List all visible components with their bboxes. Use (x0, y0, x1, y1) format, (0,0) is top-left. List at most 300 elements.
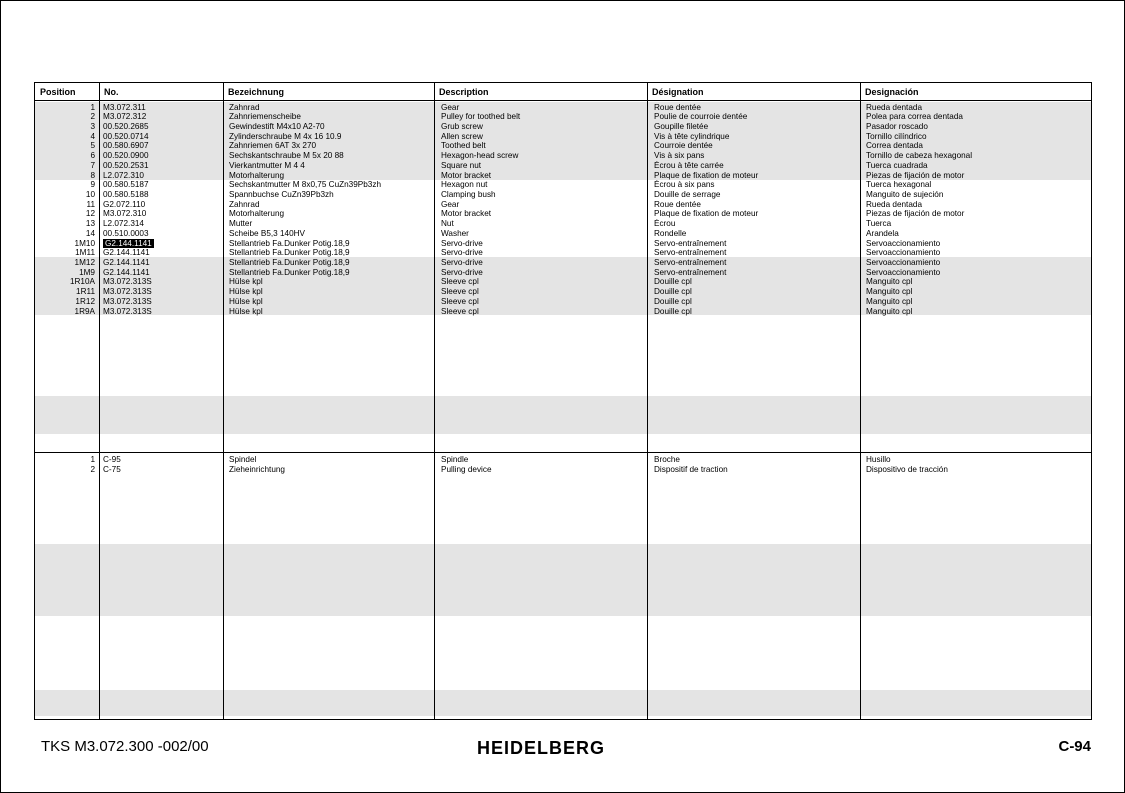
position-cell-text: 1R12 (75, 296, 95, 306)
bezeichnung-cell-text: Hülse kpl (229, 287, 263, 297)
description-cell-text: Servo-drive (441, 258, 483, 268)
designacion-cell (866, 122, 1088, 132)
part-number-cell (103, 229, 221, 239)
bezeichnung-cell (229, 209, 432, 219)
designation-cell-text: Écrou à six pans (654, 180, 715, 190)
designation-cell-text: Courroie dentée (654, 141, 713, 151)
designation-cell-text: Roue dentée (654, 102, 701, 112)
part-number-cell-text: 00.580.6907 (103, 141, 149, 151)
position-cell (35, 151, 95, 161)
designation-cell-text: Servo-entraînement (654, 267, 727, 277)
part-number-cell-text: M3.072.312 (103, 112, 147, 122)
designation-cell (654, 151, 858, 161)
designacion-cell-text: Manguito cpl (866, 287, 913, 297)
position-cell (35, 161, 95, 171)
designation-cell-text: Écrou à tête carrée (654, 160, 724, 170)
designacion-cell (866, 171, 1088, 181)
designacion-cell (866, 209, 1088, 219)
description-cell-text: Gear (441, 102, 460, 112)
table-row (35, 132, 1091, 142)
designation-cell-text: Servo-entraînement (654, 248, 727, 258)
position-cell-text: 1R9A (74, 306, 95, 316)
bezeichnung-cell-text: Hülse kpl (229, 296, 263, 306)
position-cell (35, 287, 95, 297)
part-number-cell-text: L2.072.310 (103, 170, 144, 180)
designation-cell (654, 122, 858, 132)
position-cell-text: 1R10A (69, 277, 95, 287)
part-number-cell-text: 00.520.2531 (103, 160, 149, 170)
table-row (35, 190, 1091, 200)
part-number-cell-text: G2.144.1141 (103, 267, 150, 277)
designation-cell-text: Vis à tête cylindrique (654, 131, 730, 141)
description-cell-text: Sleeve cpl (441, 296, 479, 306)
designacion-cell-text: Rueda dentada (866, 199, 922, 209)
description-cell-text: Sleeve cpl (441, 277, 479, 287)
part-number-cell (103, 141, 221, 151)
description-cell (441, 248, 645, 258)
position-cell (35, 132, 95, 142)
designation-cell (654, 132, 858, 142)
designation-cell (654, 141, 858, 151)
designation-cell (654, 171, 858, 181)
position-cell-text: 7 (90, 160, 95, 170)
position-cell (35, 122, 95, 132)
designation-cell (654, 209, 858, 219)
designation-cell-text: Dispositif de traction (654, 465, 728, 475)
description-cell-text: Pulley for toothed belt (441, 112, 521, 122)
document-id: TKS M3.072.300 -002/00 (41, 738, 209, 755)
designation-cell (654, 161, 858, 171)
position-cell (35, 200, 95, 210)
bezeichnung-cell-text: Zieheinrichtung (229, 465, 285, 475)
position-cell (35, 229, 95, 239)
designacion-cell (866, 141, 1088, 151)
description-cell-text: Square nut (441, 160, 482, 170)
description-cell (441, 171, 645, 181)
table-row (35, 209, 1091, 219)
description-cell (441, 141, 645, 151)
description-cell (441, 297, 645, 307)
designacion-cell-text: Servoaccionamiento (866, 258, 941, 268)
header-bezeichnung: Bezeichnung (228, 87, 285, 97)
description-cell (441, 465, 645, 475)
description-cell-text: Servo-drive (441, 238, 483, 248)
designation-cell (654, 200, 858, 210)
part-number-cell (103, 190, 221, 200)
description-cell-text: Toothed belt (441, 141, 486, 151)
description-cell (441, 258, 645, 268)
position-cell (35, 141, 95, 151)
position-cell-text: 1M9 (79, 267, 95, 277)
designacion-cell (866, 465, 1088, 475)
designation-cell (654, 190, 858, 200)
section-rule (35, 452, 1091, 453)
bezeichnung-cell-text: Stellantrieb Fa.Dunker Potig.18,9 (229, 258, 350, 268)
designation-cell (654, 239, 858, 249)
description-cell-text: Allen screw (441, 131, 483, 141)
designacion-cell-text: Polea para correa dentada (866, 112, 963, 122)
bezeichnung-cell-text: Motorhalterung (229, 209, 285, 219)
description-cell-text: Sleeve cpl (441, 287, 479, 297)
designation-cell-text: Vis à six pans (654, 151, 705, 161)
designation-cell-text: Douille cpl (654, 296, 692, 306)
part-number-cell-text: G2.144.1141 (103, 258, 150, 268)
description-cell (441, 209, 645, 219)
bezeichnung-cell-text: Zahnrad (229, 199, 260, 209)
designacion-cell (866, 277, 1088, 287)
position-cell-text: 11 (86, 199, 95, 209)
position-cell-text: 9 (90, 180, 95, 190)
bezeichnung-cell-text: Hülse kpl (229, 277, 263, 287)
designation-cell (654, 297, 858, 307)
position-cell-text: 5 (90, 141, 95, 151)
description-cell (441, 219, 645, 229)
part-number-cell (103, 132, 221, 142)
part-number-cell (103, 180, 221, 190)
position-cell (35, 190, 95, 200)
part-number-cell-text: M3.072.313S (103, 277, 152, 287)
description-cell (441, 307, 645, 317)
header-designation: Désignation (652, 87, 704, 97)
bezeichnung-cell (229, 219, 432, 229)
bezeichnung-cell (229, 307, 432, 317)
designacion-cell (866, 229, 1088, 239)
table-row (35, 200, 1091, 210)
description-cell-text: Motor bracket (441, 209, 492, 219)
designacion-cell-text: Servoaccionamiento (866, 267, 941, 277)
part-number-cell-text: 00.520.0900 (103, 151, 149, 161)
table-row (35, 161, 1091, 171)
description-cell (441, 180, 645, 190)
designacion-cell-text: Tuerca (866, 219, 892, 229)
part-number-cell (103, 307, 221, 317)
designation-cell (654, 103, 858, 113)
position-cell-text: 4 (90, 131, 95, 141)
table-row (35, 229, 1091, 239)
position-cell-text: 2 (90, 112, 95, 122)
designation-cell (654, 465, 858, 475)
description-cell-text: Nut (441, 219, 454, 229)
part-number-cell-text: M3.072.310 (103, 209, 147, 219)
description-cell-text: Gear (441, 199, 460, 209)
description-cell (441, 190, 645, 200)
bezeichnung-cell-text: Stellantrieb Fa.Dunker Potig.18,9 (229, 248, 350, 258)
designacion-cell-text: Pasador roscado (866, 121, 928, 131)
designacion-cell-text: Tornillo de cabeza hexagonal (866, 151, 973, 161)
bezeichnung-cell (229, 239, 432, 249)
position-cell (35, 209, 95, 219)
designation-cell (654, 455, 858, 465)
designacion-cell-text: Piezas de fijación de motor (866, 209, 965, 219)
table-row (35, 239, 1091, 249)
table-row (35, 277, 1091, 287)
position-cell-text: 1M10 (74, 238, 95, 248)
designacion-cell (866, 112, 1088, 122)
description-cell (441, 103, 645, 113)
part-number-cell (103, 161, 221, 171)
bezeichnung-cell (229, 141, 432, 151)
position-cell-text: 1 (90, 455, 95, 464)
part-number-cell (103, 151, 221, 161)
part-number-cell-text: G2.144.1141 (105, 238, 152, 248)
position-cell (35, 268, 95, 278)
bezeichnung-cell-text: Sechskantmutter M 8x0,75 CuZn39Pb3zh (229, 180, 382, 190)
position-cell-text: 10 (85, 189, 95, 199)
designacion-cell (866, 287, 1088, 297)
bezeichnung-cell (229, 200, 432, 210)
bezeichnung-cell-text: Zahnriemenscheibe (229, 112, 301, 122)
designation-cell-text: Douille cpl (654, 277, 692, 287)
bezeichnung-cell-text: Mutter (229, 219, 253, 229)
part-number-cell-text: M3.072.313S (103, 296, 152, 306)
designation-cell (654, 248, 858, 258)
table-row (35, 455, 1091, 465)
position-cell (35, 103, 95, 113)
designation-cell-text: Écrou (654, 219, 676, 229)
designation-cell-text: Douille cpl (654, 306, 692, 316)
bezeichnung-cell-text: Spannbuchse CuZn39Pb3zh (229, 189, 334, 199)
table-row (35, 103, 1091, 113)
part-number-cell (103, 200, 221, 210)
bezeichnung-cell-text: Stellantrieb Fa.Dunker Potig.18,9 (229, 238, 350, 248)
position-cell (35, 465, 95, 475)
bezeichnung-cell (229, 277, 432, 287)
designacion-cell (866, 132, 1088, 142)
description-cell (441, 112, 645, 122)
bezeichnung-cell (229, 171, 432, 181)
designacion-cell-text: Dispositivo de tracción (866, 465, 948, 475)
part-number-cell-text: 00.580.5188 (103, 189, 149, 199)
table-row (35, 180, 1091, 190)
description-cell (441, 200, 645, 210)
bezeichnung-cell (229, 229, 432, 239)
position-cell-text: 1R11 (76, 287, 95, 297)
designation-cell-text: Plaque de fixation de moteur (654, 209, 759, 219)
position-cell-text: 12 (85, 209, 95, 219)
designation-cell-text: Servo-entraînement (654, 258, 727, 268)
designacion-cell-text: Servoaccionamiento (866, 238, 941, 248)
designation-cell-text: Broche (654, 455, 680, 464)
description-cell-text: Hexagon nut (441, 180, 488, 190)
designation-cell-text: Douille de serrage (654, 189, 721, 199)
description-cell (441, 239, 645, 249)
designation-cell-text: Poulie de courroie dentée (654, 112, 748, 122)
bezeichnung-cell-text: Hülse kpl (229, 306, 263, 316)
header-position: Position (40, 87, 76, 97)
part-number-cell (103, 171, 221, 181)
description-cell-text: Sleeve cpl (441, 306, 479, 316)
description-cell-text: Servo-drive (441, 267, 483, 277)
designacion-cell-text: Correa dentada (866, 141, 923, 151)
table-row (35, 268, 1091, 278)
position-cell-text: 8 (90, 170, 95, 180)
part-number-cell-text: 00.520.2685 (103, 121, 149, 131)
part-number-cell-text: C-95 (103, 455, 121, 464)
position-cell-text: 1 (90, 102, 95, 112)
position-cell (35, 112, 95, 122)
designacion-cell-text: Manguito cpl (866, 296, 913, 306)
table-row (35, 219, 1091, 229)
designacion-cell (866, 103, 1088, 113)
bezeichnung-cell-text: Zahnriemen 6AT 3x 270 (229, 141, 317, 151)
description-cell (441, 277, 645, 287)
designation-cell-text: Rondelle (654, 228, 687, 238)
designation-cell-text: Plaque de fixation de moteur (654, 170, 759, 180)
table-row (35, 258, 1091, 268)
position-cell (35, 219, 95, 229)
part-number-cell (103, 277, 221, 287)
part-number-cell (103, 465, 221, 475)
part-number-cell-text: C-75 (103, 465, 121, 475)
part-number-cell (103, 103, 221, 113)
designacion-cell (866, 190, 1088, 200)
position-cell (35, 171, 95, 181)
position-cell-text: 3 (90, 121, 95, 131)
description-cell-text: Clamping bush (441, 189, 496, 199)
designacion-cell (866, 258, 1088, 268)
shade-band (35, 396, 1091, 434)
part-number-cell-text: G2.072.110 (103, 199, 146, 209)
description-cell (441, 132, 645, 142)
designation-cell (654, 277, 858, 287)
part-number-cell-text: M3.072.313S (103, 287, 152, 297)
part-number-cell (103, 248, 221, 258)
designacion-cell-text: Rueda dentada (866, 102, 922, 112)
part-number-cell (103, 287, 221, 297)
bezeichnung-cell-text: Vierkantmutter M 4 4 (229, 160, 305, 170)
position-cell-text: 1M12 (74, 258, 95, 268)
part-number-cell (103, 258, 221, 268)
part-number-cell-text: 00.520.0714 (103, 131, 149, 141)
position-cell (35, 297, 95, 307)
designation-cell (654, 268, 858, 278)
header-designacion: Designación (865, 87, 919, 97)
description-cell (441, 122, 645, 132)
bezeichnung-cell (229, 258, 432, 268)
position-cell (35, 239, 95, 249)
part-number-cell-text: M3.072.311 (103, 102, 146, 112)
part-number-cell-text: G2.144.1141 (103, 248, 150, 258)
table-row (35, 151, 1091, 161)
bezeichnung-cell-text: Motorhalterung (229, 170, 285, 180)
description-cell-text: Servo-drive (441, 248, 483, 258)
designacion-cell-text: Manguito de sujeción (866, 189, 944, 199)
description-cell (441, 229, 645, 239)
bezeichnung-cell-text: Sechskantschraube M 5x 20 88 (229, 151, 344, 161)
part-number-cell-text: L2.072.314 (103, 219, 144, 229)
part-number-cell (103, 297, 221, 307)
bezeichnung-cell (229, 151, 432, 161)
bezeichnung-cell (229, 248, 432, 258)
designation-cell (654, 219, 858, 229)
table-row (35, 141, 1091, 151)
parts-table (34, 82, 1092, 720)
designacion-cell-text: Arandela (866, 228, 899, 238)
part-number-cell-text: 00.580.5187 (103, 180, 149, 190)
designation-cell (654, 180, 858, 190)
description-cell (441, 268, 645, 278)
bezeichnung-cell (229, 465, 432, 475)
position-cell-text: 6 (90, 151, 95, 161)
description-cell-text: Hexagon-head screw (441, 151, 519, 161)
designacion-cell (866, 180, 1088, 190)
designation-cell-text: Douille cpl (654, 287, 692, 297)
designacion-cell-text: Tornillo cilíndrico (866, 131, 927, 141)
shade-band (35, 690, 1091, 716)
designacion-cell (866, 455, 1088, 465)
part-number-cell (103, 268, 221, 278)
header-description: Description (439, 87, 489, 97)
part-number-cell (103, 455, 221, 465)
designacion-cell-text: Piezas de fijación de motor (866, 170, 965, 180)
designacion-cell (866, 307, 1088, 317)
designacion-cell (866, 161, 1088, 171)
position-cell (35, 455, 95, 465)
designacion-cell (866, 219, 1088, 229)
bezeichnung-cell-text: Stellantrieb Fa.Dunker Potig.18,9 (229, 267, 350, 277)
position-cell (35, 277, 95, 287)
bezeichnung-cell (229, 455, 432, 465)
bezeichnung-cell-text: Scheibe B5,3 140HV (229, 228, 306, 238)
position-cell (35, 248, 95, 258)
bezeichnung-cell (229, 190, 432, 200)
designacion-cell (866, 268, 1088, 278)
description-cell (441, 151, 645, 161)
designacion-cell (866, 297, 1088, 307)
bezeichnung-cell (229, 112, 432, 122)
header-number: No. (104, 87, 119, 97)
part-number-cell (103, 219, 221, 229)
bezeichnung-cell-text: Zylinderschraube M 4x 16 10.9 (229, 131, 342, 141)
part-number-cell-text: 00.510.0003 (103, 228, 149, 238)
bezeichnung-cell-text: Spindel (229, 455, 257, 464)
designation-cell-text: Servo-entraînement (654, 238, 727, 248)
designation-cell (654, 307, 858, 317)
description-cell-text: Spindle (441, 455, 469, 464)
part-number-cell (103, 112, 221, 122)
designacion-cell (866, 200, 1088, 210)
designacion-cell-text: Manguito cpl (866, 277, 913, 287)
description-cell (441, 287, 645, 297)
designation-cell (654, 258, 858, 268)
table-row (35, 248, 1091, 258)
bezeichnung-cell (229, 103, 432, 113)
bezeichnung-cell (229, 287, 432, 297)
bezeichnung-cell (229, 122, 432, 132)
position-cell-text: 14 (85, 228, 95, 238)
position-cell (35, 307, 95, 317)
description-cell-text: Washer (441, 228, 469, 238)
bezeichnung-cell-text: Gewindestift M4x10 A2-70 (229, 121, 325, 131)
bezeichnung-cell-text: Zahnrad (229, 102, 260, 112)
part-number-cell (103, 122, 221, 132)
heidelberg-logo: HEIDELBERG (477, 738, 606, 758)
designacion-cell-text: Tuerca cuadrada (866, 160, 928, 170)
designation-cell-text: Roue dentée (654, 199, 701, 209)
table-row (35, 297, 1091, 307)
part-number-cell (103, 209, 221, 219)
designacion-cell-text: Manguito cpl (866, 306, 913, 316)
designacion-cell (866, 151, 1088, 161)
bezeichnung-cell (229, 297, 432, 307)
table-row (35, 122, 1091, 132)
bezeichnung-cell (229, 161, 432, 171)
description-cell-text: Pulling device (441, 465, 492, 475)
position-cell-text: 1M11 (75, 248, 95, 258)
designacion-cell (866, 239, 1088, 249)
bezeichnung-cell (229, 268, 432, 278)
designation-cell (654, 287, 858, 297)
